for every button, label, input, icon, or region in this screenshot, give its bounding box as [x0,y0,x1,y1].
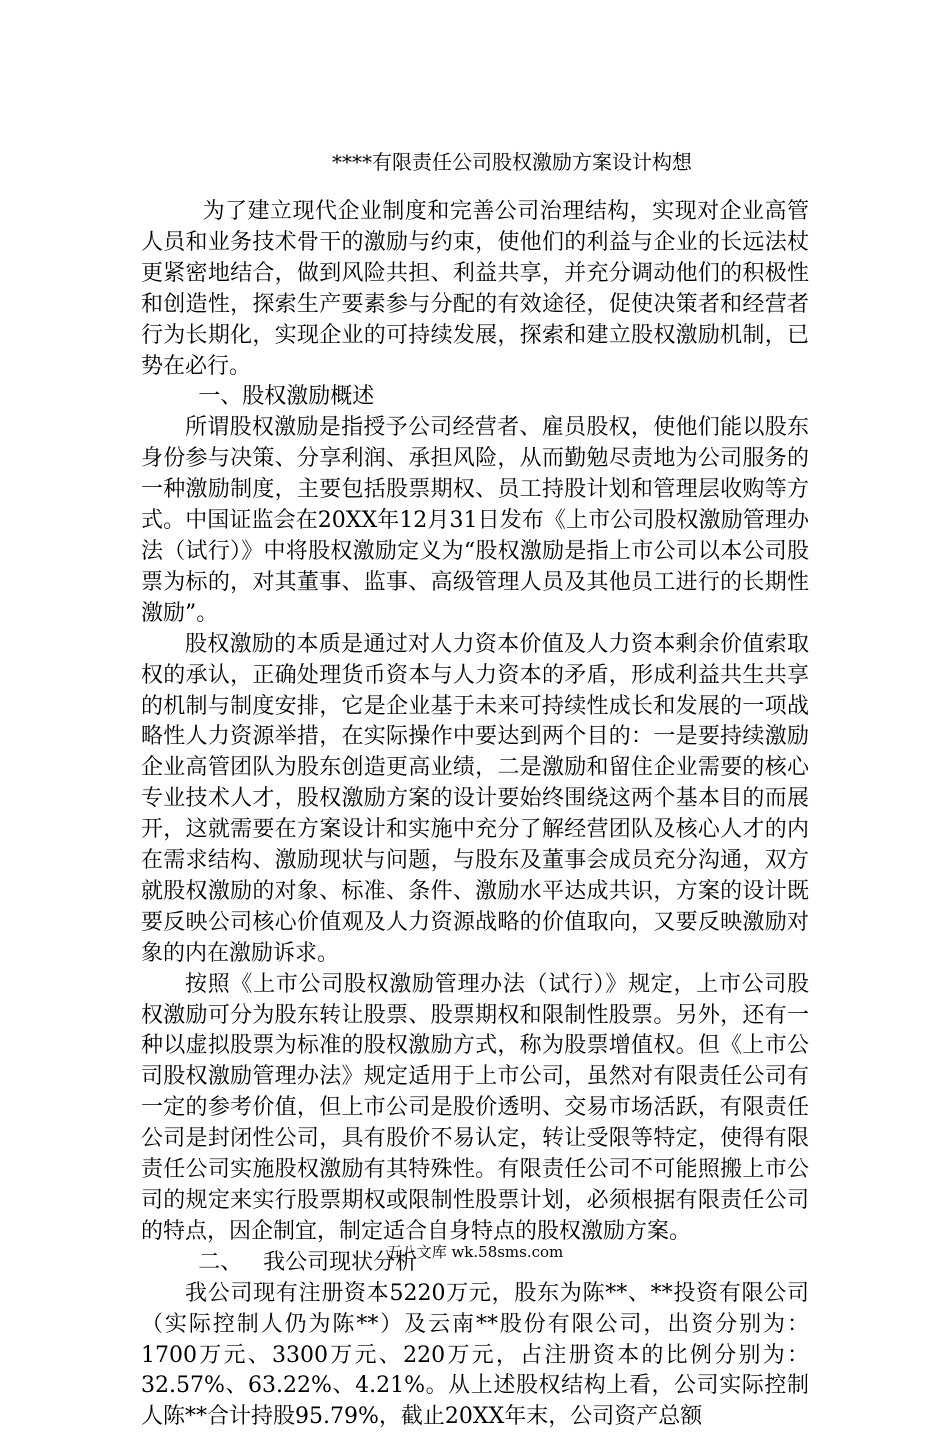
section-2-heading: 二、 我公司现状分析 [198,1249,418,1275]
section-1-paragraph-1: 所谓股权激励是指授予公司经营者、雇员股权，使他们能以股东身份参与决策、分享利润、承担风险，从而勤勉尽责地为公司服务的一种激励制度，主要包括股票期权、员工持股计划和管理层收购等方式。中国证监会在20XX年12月31日发布《上市公司股权激励管理办法（试行）》中将股权激励定义为“股权激励是指上市公司以本公司股票为标的，对其董事、监事、高级管理人员及其他员工进行的长期性激励”。 [141,415,809,626]
document-title: ****有限责任公司股权激励方案设计构想 [332,150,692,174]
section-1-paragraph-3: 按照《上市公司股权激励管理办法（试行）》规定，上市公司股权激励可分为股东转让股票、股票期权和限制性股票。另外，还有一种以虚拟股票为标准的股权激励方式，称为股票增值权。但《上市公司股权激励管理办法》规定适用于上市公司，虽然对有限责任公司有一定的参考价值，但上市公司是股价透明、交易市场活跃，有限责任公司是封闭性公司，具有股价不易认定，转让受限等特定，使得有限责任公司实施股权激励有其特殊性。有限责任公司不可能照搬上市公司的规定来实行股票期权或限制性股票计划，必须根据有限责任公司的特点，因企制宜，制定适合自身特点的股权激励方案。 [141,971,809,1244]
section-2-paragraph-1: 我公司现有注册资本5220万元，股东为陈**、**投资有限公司（实际控制人仍为陈**）及云南**股份有限公司，出资分别为：1700万元、3300万元、220万元，占注册资本的比例分别为：32.57%、63.22%、4.21%。从上述股权结构上看，公司实际控制人陈**合计持股95.79%，截止20XX年末，公司资产总额 [141,1280,809,1430]
section-1-paragraph-2: 股权激励的本质是通过对人力资本价值及人力资本剩余价值索取权的承认，正确处理货币资本与人力资本的矛盾，形成利益共生共享的机制与制度安排，它是企业基于未来可持续性成长和发展的一项战略性人力资源举措，在实际操作中要达到两个目的：一是要持续激励企业高管团队为股东创造更高业绩，二是激励和留住企业需要的核心专业技术人才，股权激励方案的设计要始终围绕这两个基本目的而展开，这就需要在方案设计和实施中充分了解经营团队及核心人才的内在需求结构、激励现状与问题，与股东及董事会成员充分沟通，双方就股权激励的对象、标准、条件、激励水平达成共识，方案的设计既要反映公司核心价值观及人力资源战略的价值取向，又要反映激励对象的内在激励诉求。 [141,631,809,966]
footer-watermark: 五八文库 wk.58sms.com [386,1243,564,1261]
section-1-heading: 一、股权激励概述 [198,384,375,410]
intro-paragraph: 为了建立现代企业制度和完善公司治理结构，实现对企业高管人员和业务技术骨干的激励与约束，使他们的利益与企业的长远法杖更紧密地结合，做到风险共担、利益共享，并充分调动他们的积极性和创造性，探索生产要素参与分配的有效途径，促使决策者和经营者行为长期化，实现企业的可持续发展，探索和建立股权激励机制，已势在必行。 [141,199,809,379]
